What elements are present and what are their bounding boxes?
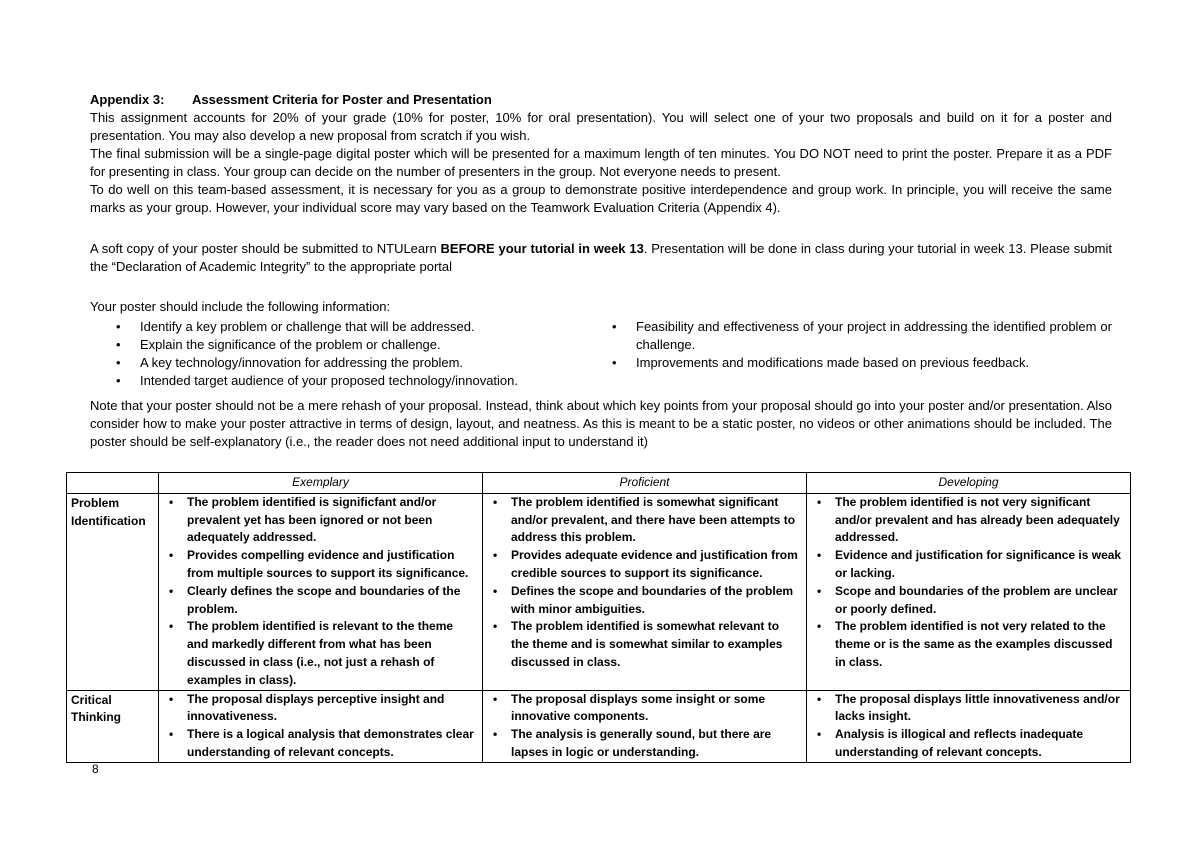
appendix-title: Assessment Criteria for Poster and Presentation bbox=[192, 92, 492, 107]
list-item: • Feasibility and effectiveness of your project in addressing the identified problem or challenge. bbox=[612, 319, 1112, 352]
list-item: • Analysis is illogical and reflects inadequate understanding of relevant concepts. bbox=[817, 727, 1084, 759]
list-item: • The problem identified is somewhat significant and/or prevalent, and there have been attempts to address this problem. bbox=[493, 494, 796, 545]
bullet-icon: • bbox=[169, 548, 174, 563]
info-list-title: Your poster should include the following information: bbox=[90, 299, 391, 314]
submission-deadline: BEFORE your tutorial in week 13 bbox=[440, 241, 644, 256]
bullet-icon: • bbox=[817, 727, 822, 742]
page-number: 8 bbox=[92, 762, 99, 776]
bullet-icon: • bbox=[493, 583, 498, 598]
list-item: • A key technology/innovation for addressing the problem. bbox=[116, 355, 464, 370]
rubric-header-exemplary: Exemplary bbox=[159, 473, 483, 494]
cell-proficient bbox=[483, 690, 807, 762]
bullet-icon: • bbox=[116, 373, 121, 388]
bullet-icon: • bbox=[817, 619, 822, 634]
info-list-right bbox=[586, 318, 1112, 372]
note-paragraph: Note that your poster should not be a mere rehash of your proposal. Instead, think about which key points from your proposal should go into your poster and/or presentation. Also consider how to make your poster attractive in terms of design, layout, and neatness. As this is meant to be a static poster, no videos or other animations should be included. The poster should be self-explanatory (i.e., the reader does not need additional input to understand it) bbox=[90, 398, 1112, 449]
list-item: • Clearly defines the scope and boundaries of the problem. bbox=[169, 583, 461, 616]
bullet-icon: • bbox=[493, 494, 498, 509]
appendix-label: Appendix 3: bbox=[90, 92, 165, 107]
intro-paragraphs bbox=[90, 109, 1112, 217]
list-item: • Intended target audience of your proposed technology/innovation. bbox=[116, 373, 518, 388]
bullet-icon: • bbox=[169, 691, 174, 706]
rubric-table bbox=[66, 472, 1131, 763]
bullet-icon: • bbox=[169, 494, 174, 509]
submission-paragraph bbox=[90, 240, 1112, 276]
intro-paragraph: The final submission will be a single-page digital poster which will be presented for a maximum length of ten minutes. You DO NOT need to print the poster. Prepare it as a PDF for presenting in class. Your group can decide on the number of presenters in the group. Not everyone needs to present. bbox=[90, 146, 1112, 179]
list-item: • Identify a key problem or challenge that will be addressed. bbox=[116, 319, 475, 334]
list-item: • The problem identified is relevant to the theme and markedly different from what has been discussed in class (i.e., not just a rehash of examples in class). bbox=[169, 619, 454, 687]
bullet-icon: • bbox=[493, 619, 498, 634]
bullet-icon: • bbox=[169, 619, 174, 634]
cell-proficient bbox=[483, 493, 807, 690]
rubric-header-proficient: Proficient bbox=[483, 473, 807, 494]
list-item: • The problem identified is somewhat relevant to the theme and is somewhat similar to examples discussed in class. bbox=[493, 619, 783, 669]
bullet-icon: • bbox=[116, 355, 121, 370]
list-item: • Explain the significance of the problem or challenge. bbox=[116, 337, 441, 352]
bullet-icon: • bbox=[817, 548, 822, 563]
rubric-header-developing: Developing bbox=[807, 473, 1131, 494]
list-item: • The proposal displays perceptive insight and innovativeness. bbox=[169, 691, 445, 724]
intro-paragraph: To do well on this team-based assessment, it is necessary for you as a group to demonstrate positive interdependence and group work. In principle, you will receive the same marks as your group. However, your individual score may vary based on the Teamwork Evaluation Criteria (Appendix 4). bbox=[90, 182, 1112, 215]
bullet-icon: • bbox=[612, 355, 617, 370]
criterion-problem-identification: Problem Identification bbox=[67, 493, 159, 690]
list-item: • The analysis is generally sound, but there are lapses in logic or understanding. bbox=[493, 727, 772, 759]
intro-paragraph: This assignment accounts for 20% of your grade (10% for poster, 10% for oral presentation). You will select one of your two proposals and build on it for a poster and presentation. You may also develop a new proposal from scratch if you wish. bbox=[90, 110, 1112, 143]
list-item: • Defines the scope and boundaries of the problem with minor ambiguities. bbox=[493, 583, 794, 616]
bullet-icon: • bbox=[493, 691, 498, 706]
cell-exemplary bbox=[159, 493, 483, 690]
cell-developing bbox=[807, 690, 1131, 762]
list-item: • The problem identified is significfant and/or prevalent yet has been ignored or not been adequately addressed. bbox=[169, 494, 437, 545]
list-item: • The problem identified is not very significant and/or prevalent and has already been adequately addressed. bbox=[817, 494, 1120, 545]
criterion-critical-thinking: Critical Thinking bbox=[67, 690, 159, 762]
cell-exemplary bbox=[159, 690, 483, 762]
bullet-icon: • bbox=[493, 548, 498, 563]
bullet-icon: • bbox=[817, 494, 822, 509]
bullet-icon: • bbox=[169, 583, 174, 598]
bullet-icon: • bbox=[116, 337, 121, 352]
bullet-icon: • bbox=[116, 319, 121, 334]
list-item: • Provides adequate evidence and justification from credible sources to support its significance. bbox=[493, 548, 798, 580]
list-item: • The proposal displays some insight or some innovative components. bbox=[493, 691, 766, 724]
submission-text: A soft copy of your poster should be submitted to NTULearn bbox=[90, 241, 441, 256]
bullet-icon: • bbox=[493, 727, 498, 742]
list-item: • Provides compelling evidence and justification from multiple sources to support its significance. bbox=[169, 548, 469, 580]
bullet-icon: • bbox=[612, 319, 617, 334]
cell-developing bbox=[807, 493, 1131, 690]
rubric-header-row bbox=[67, 473, 1131, 494]
list-item: • Improvements and modifications made based on previous feedback. bbox=[612, 355, 1030, 370]
info-list-left bbox=[90, 318, 610, 390]
table-row bbox=[67, 493, 1131, 690]
rubric-header-blank bbox=[67, 473, 159, 494]
submission-text-rest: . Presentation will be done in class during your tutorial in week 13. Please submit the “Declaration of Academic Integrity” to the appropriate portal bbox=[90, 241, 1113, 274]
list-item: • The proposal displays little innovativeness and/or lacks insight. bbox=[817, 691, 1120, 724]
bullet-icon: • bbox=[817, 691, 822, 706]
list-item: • There is a logical analysis that demonstrates clear understanding of relevant concepts. bbox=[169, 727, 474, 759]
appendix-heading bbox=[90, 91, 492, 109]
list-item: • The problem identified is not very related to the theme or is the same as the examples discussed in class. bbox=[817, 619, 1113, 669]
list-item: • Evidence and justification for significance is weak or lacking. bbox=[817, 548, 1122, 580]
list-item: • Scope and boundaries of the problem are unclear or poorly defined. bbox=[817, 583, 1118, 616]
bullet-icon: • bbox=[169, 727, 174, 742]
table-row bbox=[67, 690, 1131, 762]
bullet-icon: • bbox=[817, 583, 822, 598]
